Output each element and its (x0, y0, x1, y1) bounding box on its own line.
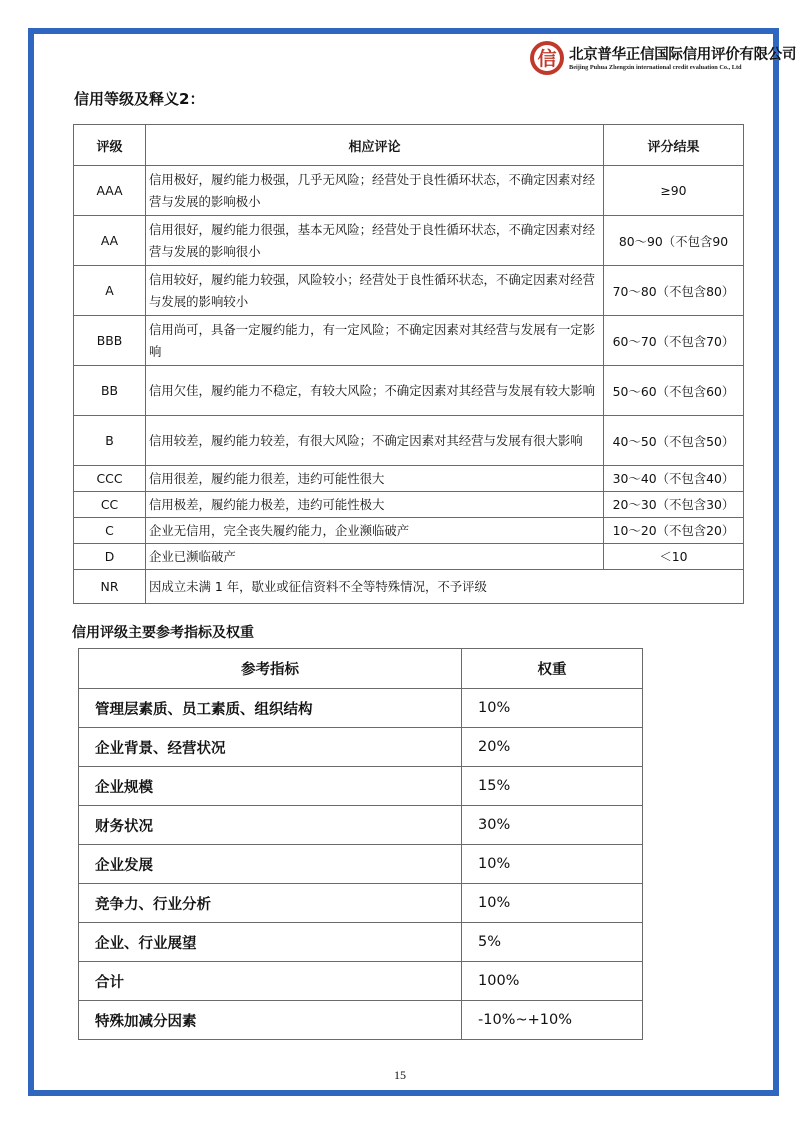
table-row (79, 689, 643, 728)
table-row (79, 962, 643, 1001)
table-row (74, 466, 744, 492)
indicator-cell: 竞争力、行业分析 (79, 884, 462, 923)
table-row (74, 518, 744, 544)
table-row (74, 544, 744, 570)
weight-cell: 30% (462, 806, 643, 845)
comment-cell: 信用极差，履约能力极差，违约可能性极大 (146, 492, 604, 518)
grade-cell: B (74, 416, 146, 466)
table-row (79, 1001, 643, 1040)
score-cell: 40～50（不包含50） (604, 416, 744, 466)
grade-cell: CCC (74, 466, 146, 492)
table-header-row (74, 125, 744, 166)
indicator-cell: 管理层素质、员工素质、组织结构 (79, 689, 462, 728)
header-weight: 权重 (462, 649, 643, 689)
score-cell: 10～20（不包含20） (604, 518, 744, 544)
weight-cell: -10%~+10% (462, 1001, 643, 1040)
grade-cell: CC (74, 492, 146, 518)
table-header-row (79, 649, 643, 689)
score-cell: 70～80（不包含80） (604, 266, 744, 316)
comment-cell: 信用很好，履约能力很强，基本无风险；经营处于良性循环状态，不确定因素对经营与发展的影响很小 (146, 216, 604, 266)
header-grade: 评级 (74, 125, 146, 166)
table-row (74, 316, 744, 366)
score-cell: 30～40（不包含40） (604, 466, 744, 492)
table-row (74, 266, 744, 316)
weight-cell: 10% (462, 689, 643, 728)
header-score: 评分结果 (604, 125, 744, 166)
table-row (79, 923, 643, 962)
section-title-indicators-weights: 信用评级主要参考指标及权重 (72, 625, 254, 641)
grade-cell: D (74, 544, 146, 570)
comment-cell: 信用很差，履约能力很差，违约可能性很大 (146, 466, 604, 492)
table-row (79, 728, 643, 767)
score-cell: 80～90（不包含90 (604, 216, 744, 266)
rating-definitions-table (73, 124, 744, 604)
comment-cell: 因成立未满 1 年，歇业或征信资料不全等特殊情况，不予评级 (146, 570, 744, 604)
comment-cell: 信用极好，履约能力极强，几乎无风险；经营处于良性循环状态，不确定因素对经营与发展的影响极小 (146, 166, 604, 216)
indicator-cell: 企业发展 (79, 845, 462, 884)
score-cell: 60～70（不包含70） (604, 316, 744, 366)
weight-cell: 100% (462, 962, 643, 1001)
table-row (79, 767, 643, 806)
comment-cell: 企业已濒临破产 (146, 544, 604, 570)
weight-cell: 10% (462, 884, 643, 923)
indicators-weights-table (78, 648, 643, 1040)
company-name-en: Beijing Puhua Zhengxin international credit evaluation Co., Ltd (569, 64, 742, 71)
table-row (74, 216, 744, 266)
company-logo (529, 40, 797, 80)
header-comment: 相应评论 (146, 125, 604, 166)
grade-cell: A (74, 266, 146, 316)
weight-cell: 5% (462, 923, 643, 962)
comment-cell: 信用尚可，具备一定履约能力，有一定风险；不确定因素对其经营与发展有一定影响 (146, 316, 604, 366)
table-row (79, 884, 643, 923)
table-row (74, 570, 744, 604)
indicator-cell: 特殊加减分因素 (79, 1001, 462, 1040)
score-cell: 20～30（不包含30） (604, 492, 744, 518)
table-row (74, 166, 744, 216)
section-title-rating-definitions: 信用等级及释义2： (74, 90, 205, 108)
score-cell: ＜10 (604, 544, 744, 570)
table-row (79, 806, 643, 845)
comment-cell: 信用较差，履约能力较差，有很大风险；不确定因素对其经营与发展有很大影响 (146, 416, 604, 466)
company-name-cn: 北京普华正信国际信用评价有限公司 (569, 46, 797, 63)
grade-cell: C (74, 518, 146, 544)
grade-cell: AA (74, 216, 146, 266)
indicator-cell: 合计 (79, 962, 462, 1001)
svg-text:信: 信 (537, 48, 557, 70)
weight-cell: 10% (462, 845, 643, 884)
grade-cell: AAA (74, 166, 146, 216)
comment-cell: 信用较好，履约能力较强，风险较小；经营处于良性循环状态，不确定因素对经营与发展的影响较小 (146, 266, 604, 316)
indicator-cell: 企业背景、经营状况 (79, 728, 462, 767)
grade-cell: BBB (74, 316, 146, 366)
score-cell: ≥90 (604, 166, 744, 216)
table-row (74, 366, 744, 416)
table-row (79, 845, 643, 884)
indicator-cell: 企业规模 (79, 767, 462, 806)
table-row (74, 416, 744, 466)
weight-cell: 15% (462, 767, 643, 806)
grade-cell: NR (74, 570, 146, 604)
company-seal-icon (529, 40, 565, 76)
grade-cell: BB (74, 366, 146, 416)
table-row (74, 492, 744, 518)
comment-cell: 企业无信用，完全丧失履约能力，企业濒临破产 (146, 518, 604, 544)
page-number: 15 (394, 1068, 406, 1082)
header-indicator: 参考指标 (79, 649, 462, 689)
score-cell: 50～60（不包含60） (604, 366, 744, 416)
comment-cell: 信用欠佳，履约能力不稳定，有较大风险；不确定因素对其经营与发展有较大影响 (146, 366, 604, 416)
weight-cell: 20% (462, 728, 643, 767)
indicator-cell: 企业、行业展望 (79, 923, 462, 962)
indicator-cell: 财务状况 (79, 806, 462, 845)
